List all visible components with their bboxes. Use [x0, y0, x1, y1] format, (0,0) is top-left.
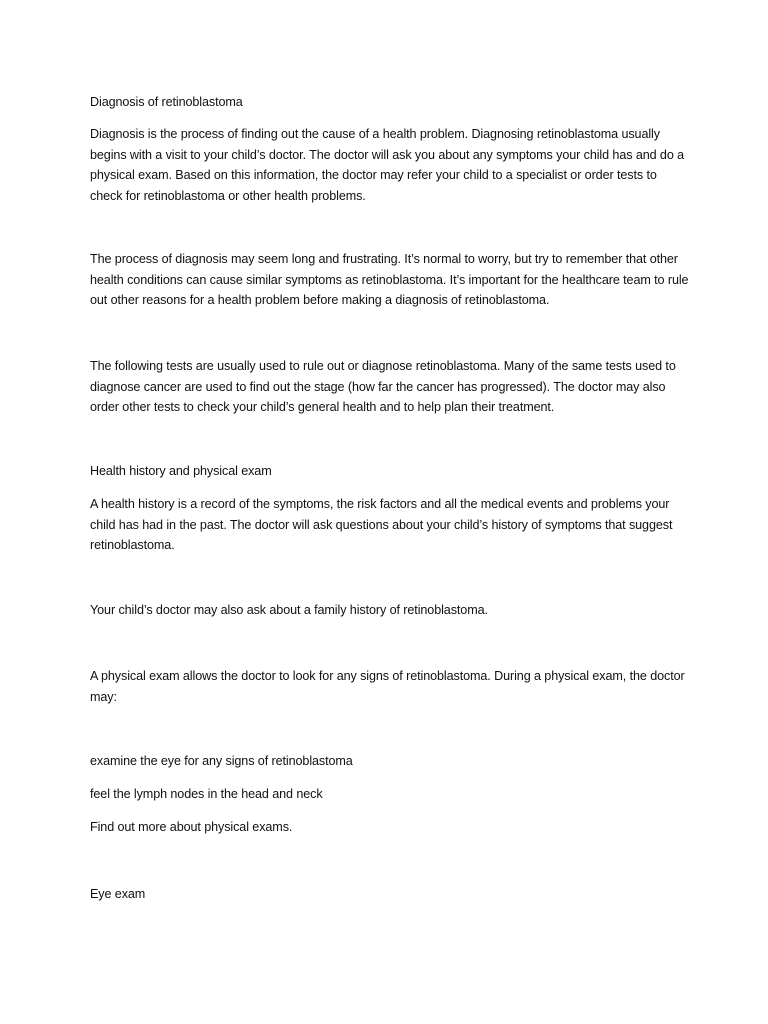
- heading-diagnosis: Diagnosis of retinoblastoma: [90, 95, 243, 109]
- link-physical-exams[interactable]: Find out more about physical exams.: [90, 820, 293, 834]
- list-item-lymph-nodes: feel the lymph nodes in the head and neck: [90, 787, 323, 801]
- list-item-examine-eye: examine the eye for any signs of retinoblastoma: [90, 754, 353, 768]
- paragraph-tests: The following tests are usually used to rule out or diagnose retinoblastoma. Many of the same tests used to diagnose cancer are used to find out the stage (how far the cancer has progressed). The doctor may also order other tests to check your child’s general health and to help plan their treatment.: [90, 359, 676, 415]
- paragraph-family-history: Your child’s doctor may also ask about a family history of retinoblastoma.: [90, 603, 488, 617]
- paragraph-health-history: A health history is a record of the symptoms, the risk factors and all the medical events and problems your child has had in the past. The doctor will ask questions about your child’s history of symptoms that suggest retinoblastoma.: [90, 497, 673, 553]
- paragraph-physical-exam: A physical exam allows the doctor to look for any signs of retinoblastoma. During a physical exam, the doctor may:: [90, 669, 685, 704]
- paragraph-diagnosis-process: The process of diagnosis may seem long and frustrating. It’s normal to worry, but try to remember that other health conditions can cause similar symptoms as retinoblastoma. It’s important for the healthcare team to rule out other reasons for a health problem before making a diagnosis of retinoblastoma.: [90, 252, 689, 308]
- heading-eye-exam: Eye exam: [90, 887, 146, 901]
- heading-health-history: Health history and physical exam: [90, 464, 272, 478]
- paragraph-diagnosis-intro: Diagnosis is the process of finding out the cause of a health problem. Diagnosing retinoblastoma usually begins with a visit to your child’s doctor. The doctor will ask you about any symptoms your child has and do a physical exam. Based on this information, the doctor may refer your child to a specialist or order tests to check for retinoblastoma or other health problems.: [90, 127, 685, 204]
